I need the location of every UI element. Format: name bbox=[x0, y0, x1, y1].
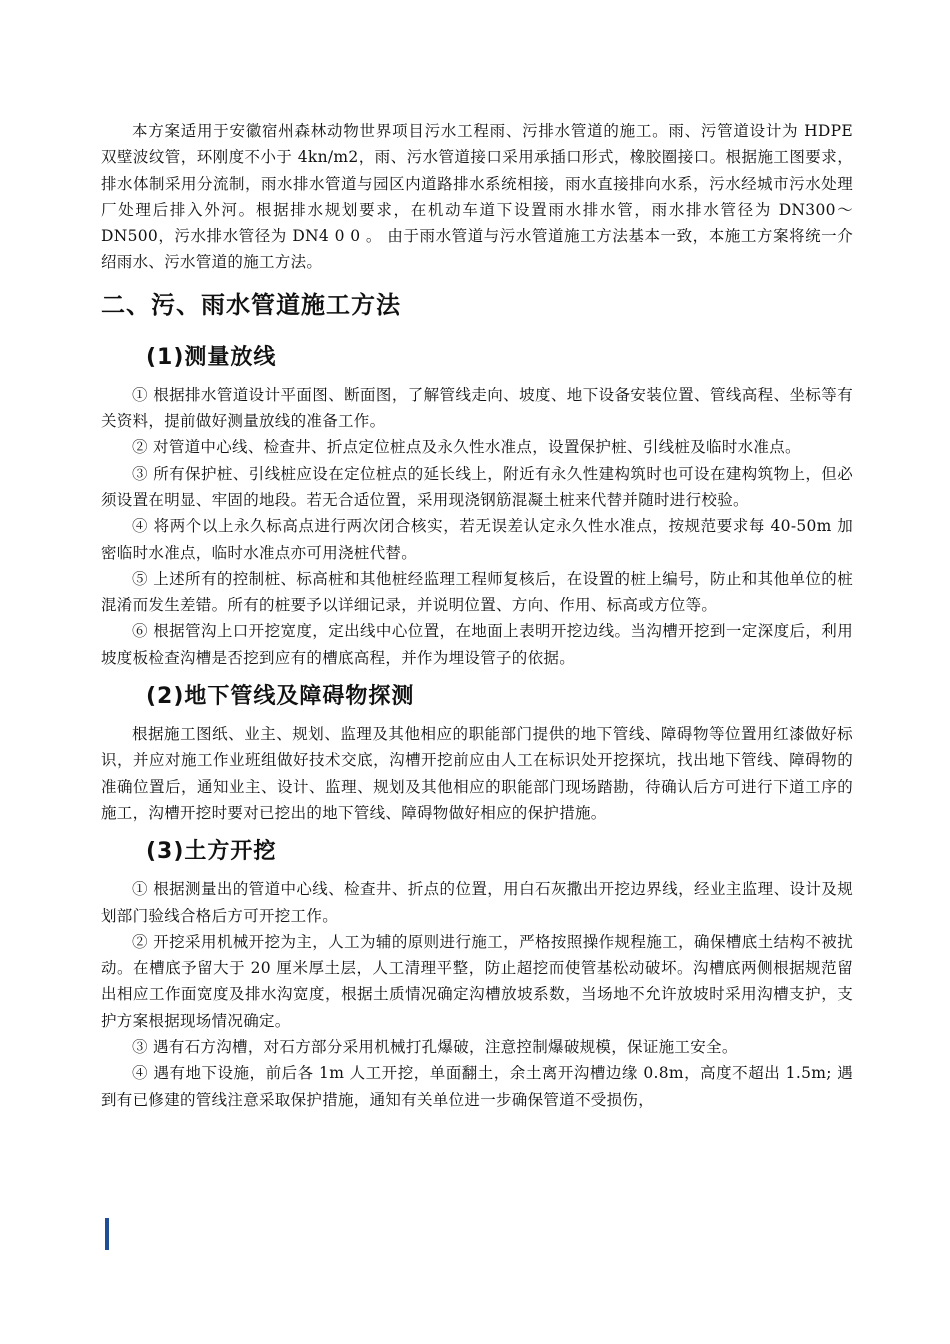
survey-item-5: ⑤ 上述所有的控制桩、标高桩和其他桩经监理工程师复核后，在设置的桩上编号，防止和其他单位的桩混淆而发生差错。所有的桩要予以详细记录，并说明位置、方向、作用、标高或方位等。 bbox=[101, 569, 853, 615]
excavation-item-4: ④ 遇有地下设施，前后各 1m 人工开挖，单面翻土，余土离开沟槽边缘 0.8m，高度不超出 1.5m; 遇到有已修建的管线注意采取保护措施，通知有关单位进一步确保管道不受损伤， bbox=[101, 1064, 853, 1109]
survey-item-1: ① 根据排水管道设计平面图、断面图，了解管线走向、坡度、地下设备安装位置、管线高程、坐标等有关资料，提前做好测量放线的准备工作。 bbox=[101, 385, 853, 431]
survey-item-4: ④ 将两个以上永久标高点进行两次闭合核实，若无误差认定永久性水准点，按规范要求每 40-50m 加密临时水准点，临时水准点亦可用浇桩代替。 bbox=[101, 517, 853, 562]
subsection-heading-survey: (1)测量放线 bbox=[146, 344, 277, 370]
subsection-heading-excavation: (3)土方开挖 bbox=[146, 839, 277, 865]
footer-accent-bar bbox=[105, 1218, 109, 1250]
excavation-item-2: ② 开挖采用机械开挖为主，人工为辅的原则进行施工，严格按照操作规程施工，确保槽底土结构不被扰动。在槽底予留大于 20 厘米厚土层，人工清理平整，防止超挖而使管基松动破坏。沟槽底两侧根据规范留出相应工作面宽度及排水沟宽度，根据土质情况确定沟槽放坡系数，当场地不允许放坡时采用沟槽支护，支护方案根据现场情况确定。 bbox=[101, 932, 853, 1030]
survey-item-2: ② 对管道中心线、检查井、折点定位桩点及永久性水准点，设置保护桩、引线桩及临时水准点。 bbox=[132, 438, 801, 457]
excavation-item-1: ① 根据测量出的管道中心线、检查井、折点的位置，用白石灰撒出开挖边界线，经业主监理、设计及规划部门验线合格后方可开挖工作。 bbox=[101, 880, 853, 925]
detection-paragraph: 根据施工图纸、业主、规划、监理及其他相应的职能部门提供的地下管线、障碍物等位置用红漆做好标识，并应对施工作业班组做好技术交底，沟槽开挖前应由人工在标识处开挖探坑，找出地下管线、障碍物的准确位置后，通知业主、设计、监理、规划及其他相应的职能部门现场踏勘，待确认后方可进行下道工序的施工，沟槽开挖时要对已挖出的地下管线、障碍物做好相应的保护措施。 bbox=[101, 725, 853, 822]
survey-item-6: ⑥ 根据管沟上口开挖宽度，定出线中心位置，在地面上表明开挖边线。当沟槽开挖到一定深度后，利用坡度板检查沟槽是否挖到应有的槽底高程，并作为埋设管子的依据。 bbox=[101, 622, 853, 667]
intro-paragraph: 本方案适用于安徽宿州森林动物世界项目污水工程雨、污排水管道的施工。雨、污管道设计为 HDPE 双壁波纹管，环刚度不小于 4kn/m2，雨、污水管道接口采用承插口形式，橡胶圈接口。根据施工图要求，排水体制采用分流制，雨水排水管道与园区内道路排水系统相接，雨水直接排向水系，污水经城市污水处理厂处理后排入外河。根据排水规划要求，在机动车道下设置雨水排水管，雨水排水管径为 DN300～DN500，污水排水管径为 DN4 0 0 。 由于雨水管道与污水管道施工方法基本一致，本施工方案将统一介绍雨水、污水管道的施工方法。 bbox=[101, 122, 853, 272]
survey-item-3: ③ 所有保护桩、引线桩应设在定位桩点的延长线上，附近有永久性建构筑时也可设在建构筑物上，但必须设置在明显、牢固的地段。若无合适位置，采用现浇钢筋混凝土桩来代替并随时进行校验。 bbox=[101, 464, 853, 509]
page-content bbox=[101, 118, 853, 1113]
subsection-heading-detection: (2)地下管线及障碍物探测 bbox=[146, 684, 415, 710]
section-heading: 二、污、雨水管道施工方法 bbox=[101, 290, 401, 319]
excavation-item-3: ③ 遇有石方沟槽，对石方部分采用机械打孔爆破，注意控制爆破规模，保证施工安全。 bbox=[132, 1038, 738, 1057]
